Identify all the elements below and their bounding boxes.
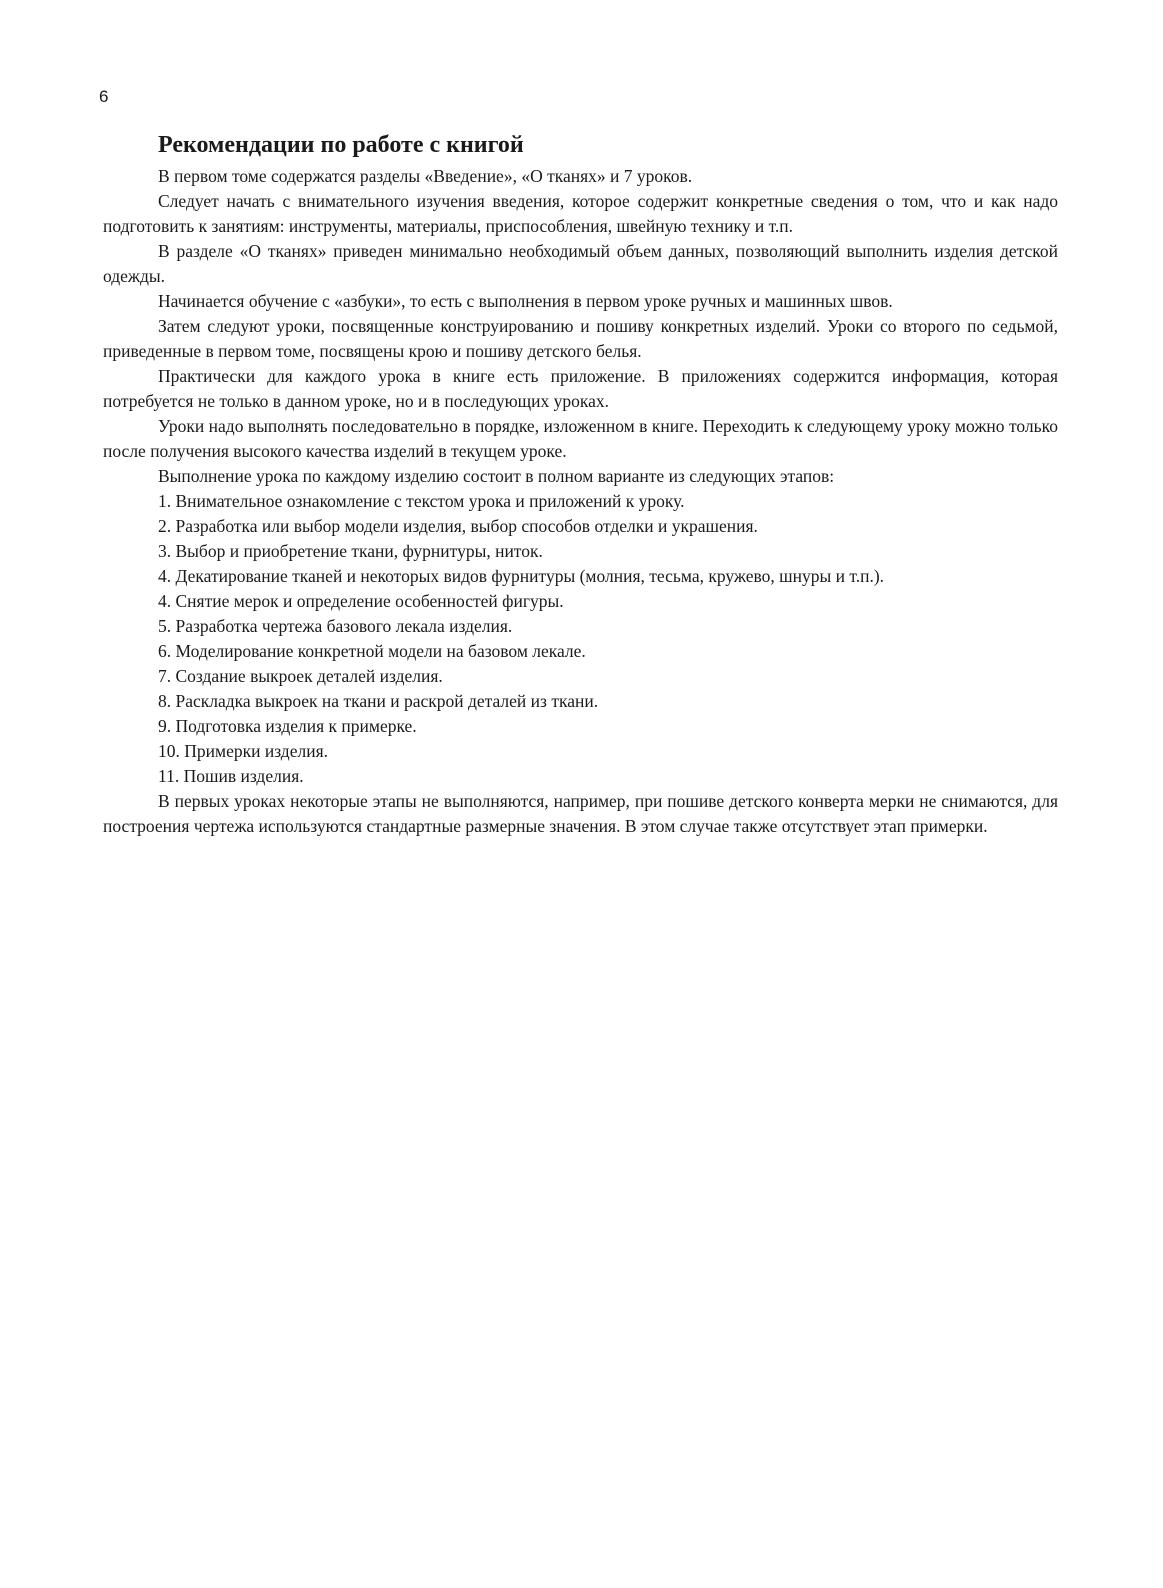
- paragraph: Следует начать с внимательного изучения введения, которое содержит конкретные сведения о том, что и как надо подготовить к занятиям: инструменты, материалы, приспособления, швейную технику и т.п.: [103, 191, 1058, 236]
- paragraph: Выполнение урока по каждому изделию состоит в полном варианте из следующих этапов:: [158, 466, 835, 486]
- closing-paragraph: В первых уроках некоторые этапы не выполняются, например, при пошиве детского конверта мерки не снимаются, для построения чертежа используются стандартные размерные значения. В этом случае также отсутствует этап примерки.: [103, 791, 1058, 836]
- paragraph: Практически для каждого урока в книге есть приложение. В приложениях содержится информация, которая потребуется не только в данном уроке, но и в последующих уроках.: [103, 366, 1058, 411]
- paragraph: Уроки надо выполнять последовательно в порядке, изложенном в книге. Переходить к следующему уроку можно только после получения высокого качества изделий в текущем уроке.: [103, 416, 1058, 461]
- list-item: 4. Снятие мерок и определение особенностей фигуры.: [158, 591, 564, 611]
- list-item: 11. Пошив изделия.: [158, 766, 304, 786]
- list-item: 5. Разработка чертежа базового лекала изделия.: [158, 616, 513, 636]
- list-item: 3. Выбор и приобретение ткани, фурнитуры, ниток.: [158, 541, 543, 561]
- list-item: 4. Декатирование тканей и некоторых видов фурнитуры (молния, тесьма, кружево, шнуры и т.п.).: [158, 566, 885, 586]
- list-item: 9. Подготовка изделия к примерке.: [158, 716, 417, 736]
- list-item: 6. Моделирование конкретной модели на базовом лекале.: [158, 641, 586, 661]
- paragraph: Начинается обучение с «азбуки», то есть с выполнения в первом уроке ручных и машинных швов.: [158, 291, 893, 311]
- list-item: 10. Примерки изделия.: [158, 741, 328, 761]
- list-item: 8. Раскладка выкроек на ткани и раскрой деталей из ткани.: [158, 691, 599, 711]
- list-item: 1. Внимательное ознакомление с текстом урока и приложений к уроку.: [158, 491, 685, 511]
- document-title: Рекомендации по работе с книгой: [158, 132, 524, 158]
- document-body: [103, 130, 1058, 839]
- list-item: 2. Разработка или выбор модели изделия, выбор способов отделки и украшения.: [158, 516, 758, 536]
- list-item: 7. Создание выкроек деталей изделия.: [158, 666, 443, 686]
- paragraph: В первом томе содержатся разделы «Введение», «О тканях» и 7 уроков.: [158, 166, 693, 186]
- intro-section: [103, 164, 1058, 489]
- steps-list: [103, 489, 1058, 789]
- paragraph: В разделе «О тканях» приведен минимально необходимый объем данных, позволяющий выполнить изделия детской одежды.: [103, 241, 1058, 286]
- paragraph: Затем следуют уроки, посвященные конструированию и пошиву конкретных изделий. Уроки со второго по седьмой, приведенные в первом томе, посвящены крою и пошиву детского белья.: [103, 316, 1058, 361]
- page-number: 6: [99, 87, 109, 106]
